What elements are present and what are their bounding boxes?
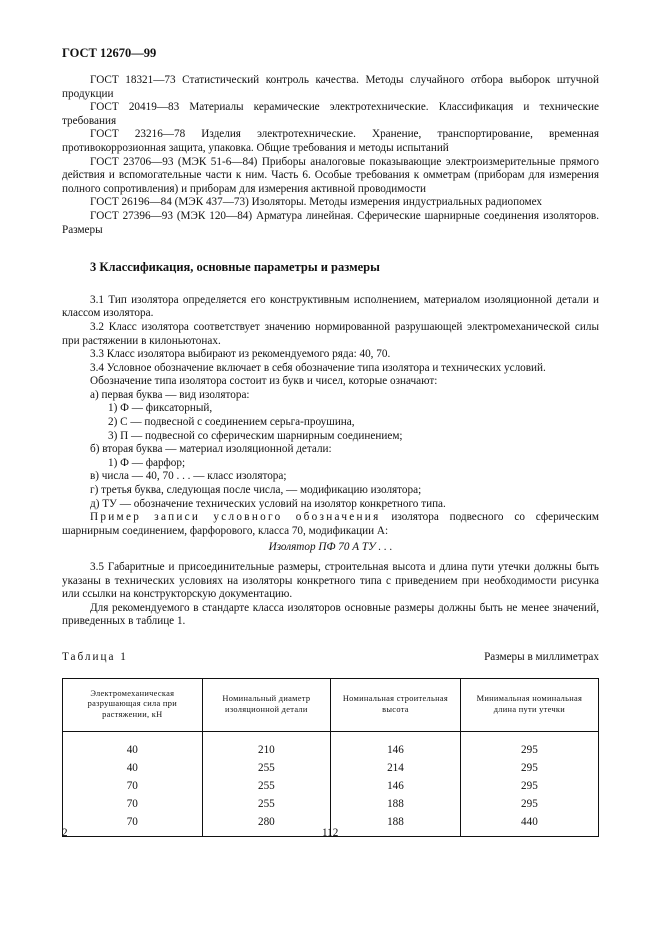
reference-gost-23706: ГОСТ 23706—93 (МЭК 51-6—84) Приборы аналоговые показывающие электроизмерительные прямого действия и вспомогательные части к ним. Часть 6. Особые требования к омметрам (приборам для измерения полного сопротивления) и приборам для измерения активной проводимости <box>62 155 599 195</box>
table-intro-paragraph: Для рекомендуемого в стандарте класса изоляторов основные размеры должны быть не менее значений, приведенных в таблице 1. <box>62 601 599 628</box>
list-item-a-3: 3) П — подвесной со сферическим шарнирным соединением; <box>108 429 403 442</box>
table-cell: 188 <box>331 796 461 814</box>
list-item-c: в) числа — 40, 70 . . . — класс изолятора; <box>90 470 287 483</box>
list-item-b-1: 1) Ф — фарфор; <box>108 456 186 469</box>
header-breaking-force: Электромеханическая разрушающая сила при растяжении, кН <box>63 678 203 731</box>
paragraph-3-2: 3.2 Класс изолятора соответствует значению нормированной разрушающей электромеханической силы при растяжении в килоньютонах. <box>62 320 599 347</box>
table-row <box>63 731 599 760</box>
header-construction-height: Номинальная строительная высота <box>331 678 461 731</box>
table-cell: 70 <box>63 796 203 814</box>
paragraph-3-5: 3.5 Габаритные и присоединительные размеры, строительная высота и длина пути утечки должны быть указаны в технических условиях на изоляторы конкретного типа с приведением при необходимости рисунка или ссылки на конструкторскую документацию. <box>62 561 599 601</box>
table-row <box>63 760 599 778</box>
print-page-number: 112 <box>322 827 339 839</box>
list-item-b: б) вторая буква — материал изоляционной детали: <box>90 443 332 456</box>
list-item-a: а) первая буква — вид изолятора: <box>90 388 250 401</box>
table-cell: 295 <box>460 796 598 814</box>
table-cell: 255 <box>202 760 331 778</box>
table-cell: 255 <box>202 796 331 814</box>
table-cell: 40 <box>63 731 203 760</box>
example-text: изолятора подвесного со сферическим шарнирным соединением, фарфорового, класса 70, модификации А: <box>62 511 599 537</box>
reference-gost-27396: ГОСТ 27396—93 (МЭК 120—84) Арматура линейная. Сферические шарнирные соединения изоляторов. Размеры <box>62 209 599 236</box>
table-cell: 146 <box>331 778 461 796</box>
table-cell: 440 <box>460 814 598 837</box>
example-formula: Изолятор ПФ 70 А ТУ . . . <box>268 541 393 554</box>
page-number: 2 <box>62 827 68 839</box>
table-cell: 70 <box>63 778 203 796</box>
table-cell: 70 <box>63 814 203 837</box>
list-item-a-2: 2) С — подвесной с соединением серьга-проушина, <box>108 416 355 429</box>
list-item-a-1: 1) Ф — фиксаторный, <box>108 402 213 415</box>
list-item-e: д) ТУ — обозначение технических условий на изолятор конкретного типа. <box>90 497 446 510</box>
reference-gost-18321: ГОСТ 18321—73 Статистический контроль качества. Методы случайного отбора выборок штучной продукции <box>62 74 599 100</box>
table-cell: 146 <box>331 731 461 760</box>
list-item-d: г) третья буква, следующая после числа, — модификацию изолятора; <box>90 484 422 497</box>
header-insulator-diameter: Номинальный диаметр изоляционной детали <box>202 678 331 731</box>
table-row <box>63 778 599 796</box>
example-paragraph <box>62 511 599 538</box>
reference-gost-26196: ГОСТ 26196—84 (МЭК 437—73) Изоляторы. Методы измерения индустриальных радиопомех <box>90 196 542 209</box>
table-cell: 255 <box>202 778 331 796</box>
table-cell: 295 <box>460 760 598 778</box>
table-cell: 280 <box>202 814 331 837</box>
table-cell: 210 <box>202 731 331 760</box>
paragraph-3-1: 3.1 Тип изолятора определяется его конструктивным исполнением, материалом изоляционной детали и классом изолятора. <box>62 293 599 320</box>
paragraph-3-3: 3.3 Класс изолятора выбирают из рекомендуемого ряда: 40, 70. <box>90 348 391 361</box>
reference-gost-23216: ГОСТ 23216—78 Изделия электротехнические. Хранение, транспортирование, временная противокоррозионная защита, упаковка. Общие требования и методы испытаний <box>62 128 599 154</box>
table-units: Размеры в миллиметрах <box>484 650 599 663</box>
section-title: 3 Классификация, основные параметры и размеры <box>90 260 380 275</box>
table-cell: 295 <box>460 778 598 796</box>
table-caption-row <box>62 651 599 665</box>
reference-gost-20419: ГОСТ 20419—83 Материалы керамические электротехнические. Классификация и технические требования <box>62 101 599 127</box>
header-creepage-distance: Минимальная номинальная длина пути утечки <box>460 678 598 731</box>
table-row <box>63 796 599 814</box>
page-content <box>62 74 599 837</box>
paragraph-3-4: 3.4 Условное обозначение включает в себя обозначение типа изолятора и технических условий. <box>90 361 546 374</box>
type-designation-intro: Обозначение типа изолятора состоит из букв и чисел, которые означают: <box>90 375 438 388</box>
table-cell: 214 <box>331 760 461 778</box>
table-cell: 188 <box>331 814 461 837</box>
table-header-row <box>63 678 599 731</box>
dimensions-table <box>62 678 599 837</box>
table-cell: 295 <box>460 731 598 760</box>
example-label: Пример записи условного обозначения <box>90 511 381 524</box>
table-caption: Таблица 1 <box>62 650 128 663</box>
table-cell: 40 <box>63 760 203 778</box>
document-header: ГОСТ 12670—99 <box>62 46 157 60</box>
